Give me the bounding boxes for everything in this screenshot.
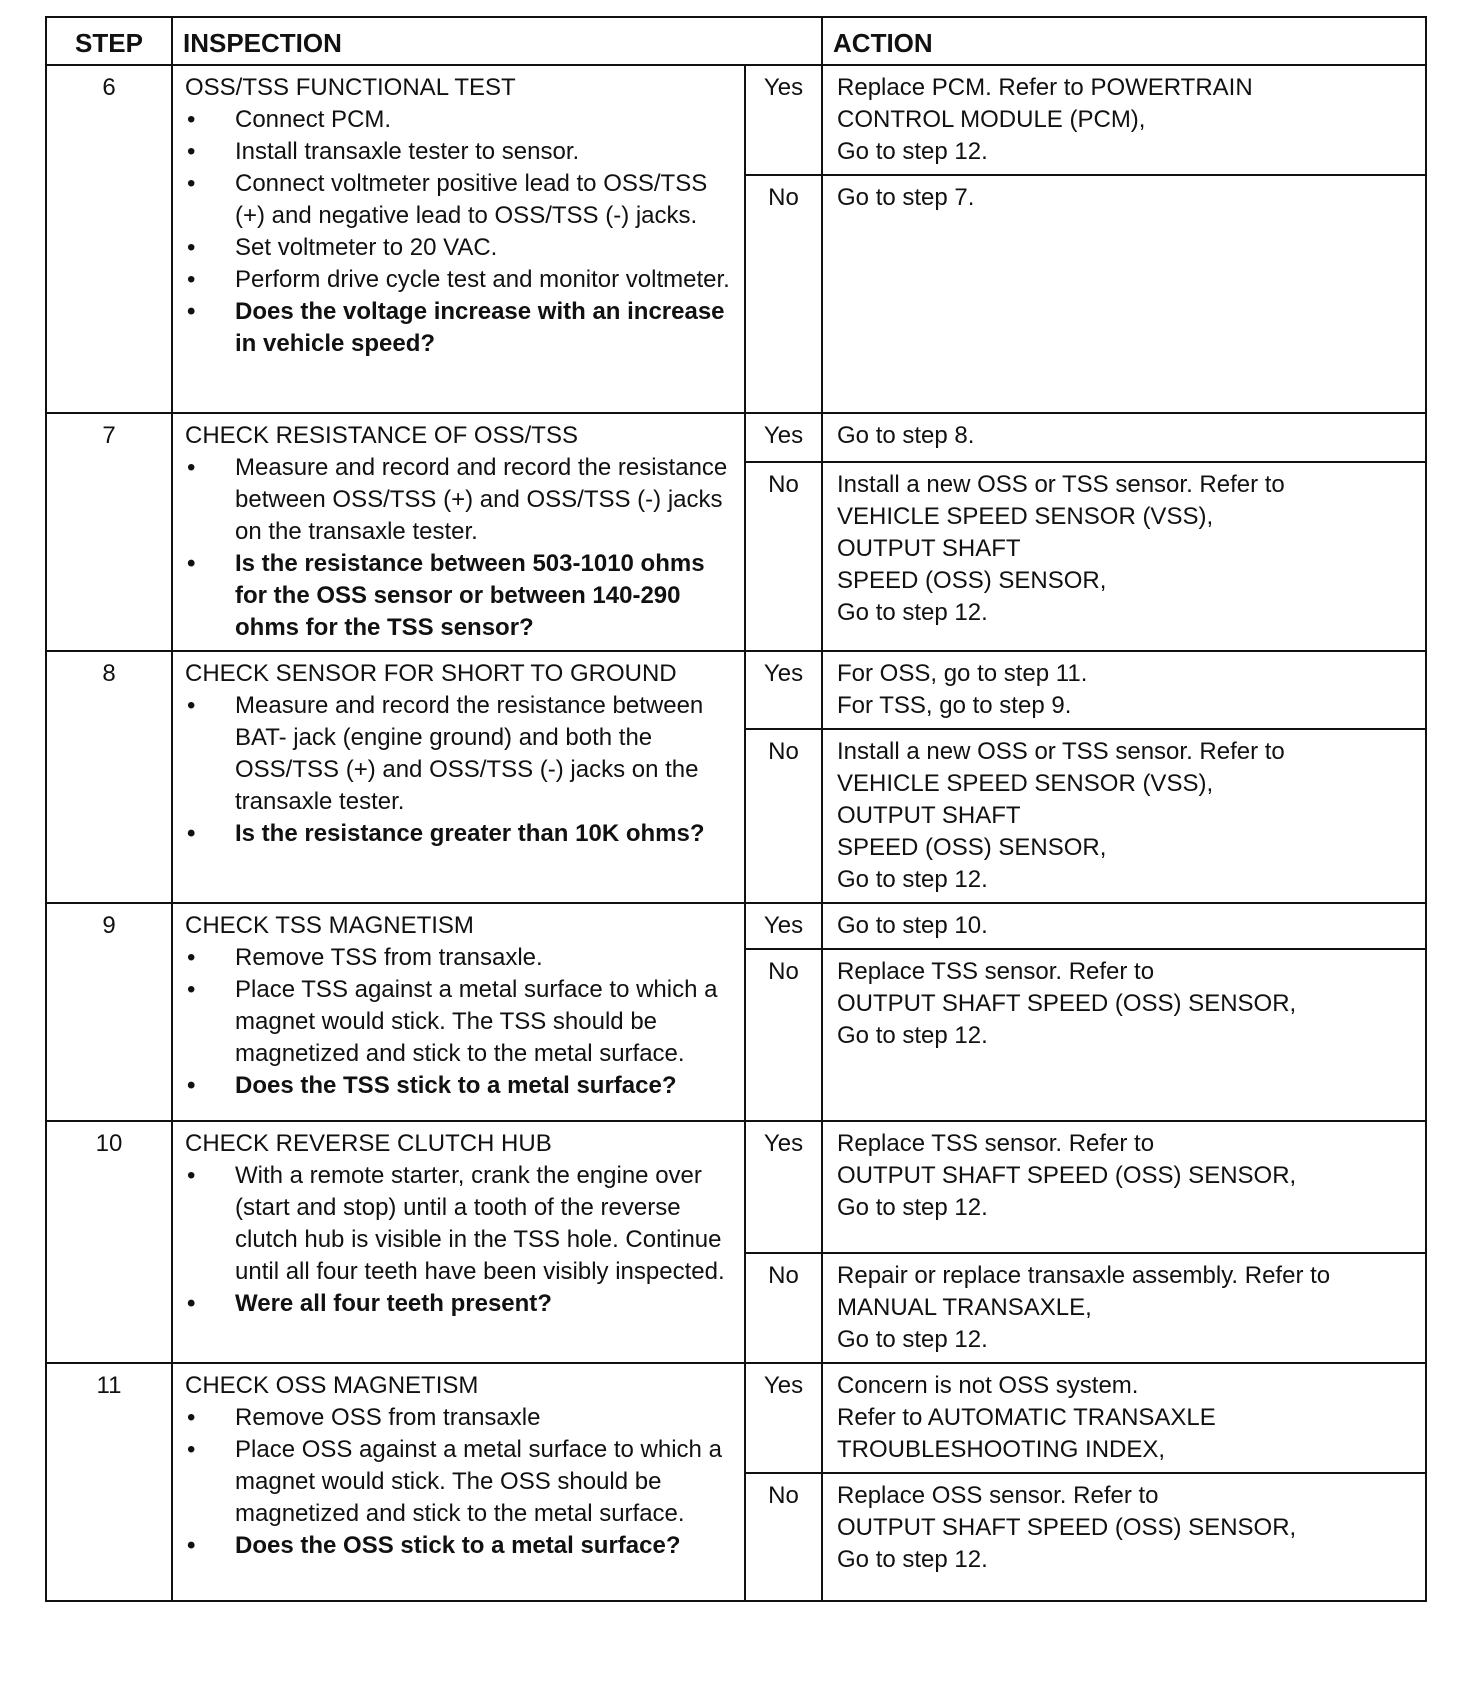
yes-label: Yes <box>745 903 822 949</box>
action-line: Go to step 8. <box>837 422 975 449</box>
action-line: Go to step 7. <box>837 184 975 211</box>
no-label: No <box>745 729 822 903</box>
step-number: 9 <box>46 903 172 1121</box>
action-line: Go to step 12. <box>837 1546 988 1573</box>
inspection-question: • Is the resistance between 503-1010 ohms for the OSS sensor or between 140-290 ohms for the TSS sensor? <box>185 548 734 644</box>
step-number: 6 <box>46 65 172 413</box>
no-action <box>822 1253 1426 1363</box>
inspection-bullet: • Connect PCM. <box>185 104 734 136</box>
action-line: SPEED (OSS) SENSOR, <box>837 834 1107 861</box>
yes-action <box>822 65 1426 175</box>
action-line: Install a new OSS or TSS sensor. Refer to <box>837 738 1285 765</box>
yes-action <box>822 413 1426 462</box>
inspection-title: CHECK TSS MAGNETISM <box>185 912 474 939</box>
header-row <box>46 17 1426 65</box>
inspection-question: • Does the voltage increase with an increase in vehicle speed? <box>185 296 734 360</box>
yes-action <box>822 1363 1426 1473</box>
action-line: Go to step 12. <box>837 866 988 893</box>
inspection-question: • Does the OSS stick to a metal surface? <box>185 1530 734 1562</box>
action-line: For OSS, go to step 11. <box>837 660 1088 687</box>
action-line: Go to step 12. <box>837 1022 988 1049</box>
inspection-cell <box>172 1121 745 1363</box>
action-line: Replace PCM. Refer to POWERTRAIN <box>837 74 1253 101</box>
no-action <box>822 175 1426 413</box>
table-body <box>46 65 1426 1601</box>
inspection-bullet: • Place OSS against a metal surface to which a magnet would stick. The OSS should be magnetized and stick to the metal surface. <box>185 1434 734 1530</box>
inspection-cell <box>172 903 745 1121</box>
step-number: 10 <box>46 1121 172 1363</box>
no-label: No <box>745 1253 822 1363</box>
no-label: No <box>745 1473 822 1601</box>
action-line: OUTPUT SHAFT SPEED (OSS) SENSOR, <box>837 1514 1297 1541</box>
action-line: Concern is not OSS system. <box>837 1372 1139 1399</box>
action-line: OUTPUT SHAFT <box>837 535 1021 563</box>
yes-label: Yes <box>745 651 822 729</box>
table-row <box>46 903 1426 949</box>
inspection-question: • Does the TSS stick to a metal surface? <box>185 1070 734 1102</box>
inspection-list <box>185 1402 734 1562</box>
step-number: 7 <box>46 413 172 651</box>
action-line: VEHICLE SPEED SENSOR (VSS), <box>837 503 1214 531</box>
inspection-cell <box>172 413 745 651</box>
inspection-cell <box>172 65 745 413</box>
inspection-bullet: • Connect voltmeter positive lead to OSS/TSS (+) and negative lead to OSS/TSS (-) jacks. <box>185 168 734 232</box>
no-action <box>822 462 1426 651</box>
diagnostic-table <box>45 16 1427 1602</box>
step-number: 11 <box>46 1363 172 1601</box>
inspection-list <box>185 1160 734 1320</box>
no-label: No <box>745 175 822 413</box>
action-line: Go to step 12. <box>837 138 988 165</box>
inspection-list <box>185 452 734 644</box>
inspection-title: CHECK REVERSE CLUTCH HUB <box>185 1130 552 1157</box>
action-line: CONTROL MODULE (PCM), <box>837 106 1146 133</box>
action-line: Replace OSS sensor. Refer to <box>837 1482 1159 1509</box>
table-row <box>46 65 1426 175</box>
inspection-bullet: • Perform drive cycle test and monitor voltmeter. <box>185 264 734 296</box>
table-row <box>46 1121 1426 1253</box>
no-action <box>822 1473 1426 1601</box>
inspection-bullet: • Measure and record the resistance between BAT- jack (engine ground) and both the OSS/TSS (+) and OSS/TSS (-) jacks on the transaxle tester. <box>185 690 734 818</box>
action-line: TROUBLESHOOTING INDEX, <box>837 1436 1166 1463</box>
action-line: OUTPUT SHAFT SPEED (OSS) SENSOR, <box>837 990 1297 1017</box>
inspection-question: • Were all four teeth present? <box>185 1288 734 1320</box>
action-line: For TSS, go to step 9. <box>837 692 1072 719</box>
inspection-cell <box>172 651 745 903</box>
inspection-list <box>185 942 734 1102</box>
inspection-cell <box>172 1363 745 1601</box>
action-line: Go to step 12. <box>837 1326 988 1353</box>
inspection-title: CHECK OSS MAGNETISM <box>185 1372 479 1399</box>
yes-action <box>822 903 1426 949</box>
inspection-list <box>185 690 734 850</box>
action-line: Go to step 12. <box>837 599 988 627</box>
action-line: OUTPUT SHAFT <box>837 802 1021 829</box>
action-line: Go to step 10. <box>837 912 988 939</box>
inspection-bullet: • Place TSS against a metal surface to which a magnet would stick. The TSS should be magnetized and stick to the metal surface. <box>185 974 734 1070</box>
no-action <box>822 949 1426 1121</box>
no-label: No <box>745 949 822 1121</box>
no-action <box>822 729 1426 903</box>
action-line: Refer to AUTOMATIC TRANSAXLE <box>837 1404 1216 1431</box>
inspection-title: CHECK RESISTANCE OF OSS/TSS <box>185 422 578 449</box>
inspection-bullet: • Measure and record and record the resistance between OSS/TSS (+) and OSS/TSS (-) jacks on the transaxle tester. <box>185 452 734 548</box>
inspection-title: CHECK SENSOR FOR SHORT TO GROUND <box>185 660 677 687</box>
table-row <box>46 651 1426 729</box>
table-row <box>46 413 1426 462</box>
inspection-question: • Is the resistance greater than 10K ohms? <box>185 818 734 850</box>
action-line: MANUAL TRANSAXLE, <box>837 1294 1092 1321</box>
table-row <box>46 1363 1426 1473</box>
action-line: Replace TSS sensor. Refer to <box>837 958 1155 985</box>
action-line: Repair or replace transaxle assembly. Refer to <box>837 1262 1331 1289</box>
action-line: Go to step 12. <box>837 1194 988 1221</box>
yes-action <box>822 1121 1426 1253</box>
action-header: ACTION <box>822 17 1426 65</box>
action-line: VEHICLE SPEED SENSOR (VSS), <box>837 770 1214 797</box>
action-line: OUTPUT SHAFT SPEED (OSS) SENSOR, <box>837 1162 1297 1189</box>
yes-label: Yes <box>745 1363 822 1473</box>
yes-label: Yes <box>745 65 822 175</box>
inspection-list <box>185 104 734 360</box>
step-header: STEP <box>46 17 172 65</box>
step-number: 8 <box>46 651 172 903</box>
inspection-bullet: • With a remote starter, crank the engine over (start and stop) until a tooth of the reverse clutch hub is visible in the TSS hole. Continue until all four teeth have been visibly inspected. <box>185 1160 734 1288</box>
yes-action <box>822 651 1426 729</box>
action-line: SPEED (OSS) SENSOR, <box>837 567 1107 595</box>
yes-label: Yes <box>745 413 822 462</box>
action-line: Install a new OSS or TSS sensor. Refer to <box>837 471 1285 499</box>
yes-label: Yes <box>745 1121 822 1253</box>
inspection-bullet: • Set voltmeter to 20 VAC. <box>185 232 734 264</box>
inspection-header: INSPECTION <box>172 17 822 65</box>
inspection-bullet: • Install transaxle tester to sensor. <box>185 136 734 168</box>
no-label: No <box>745 462 822 651</box>
inspection-bullet: • Remove TSS from transaxle. <box>185 942 734 974</box>
inspection-bullet: • Remove OSS from transaxle <box>185 1402 734 1434</box>
action-line: Replace TSS sensor. Refer to <box>837 1130 1155 1157</box>
inspection-title: OSS/TSS FUNCTIONAL TEST <box>185 74 516 101</box>
